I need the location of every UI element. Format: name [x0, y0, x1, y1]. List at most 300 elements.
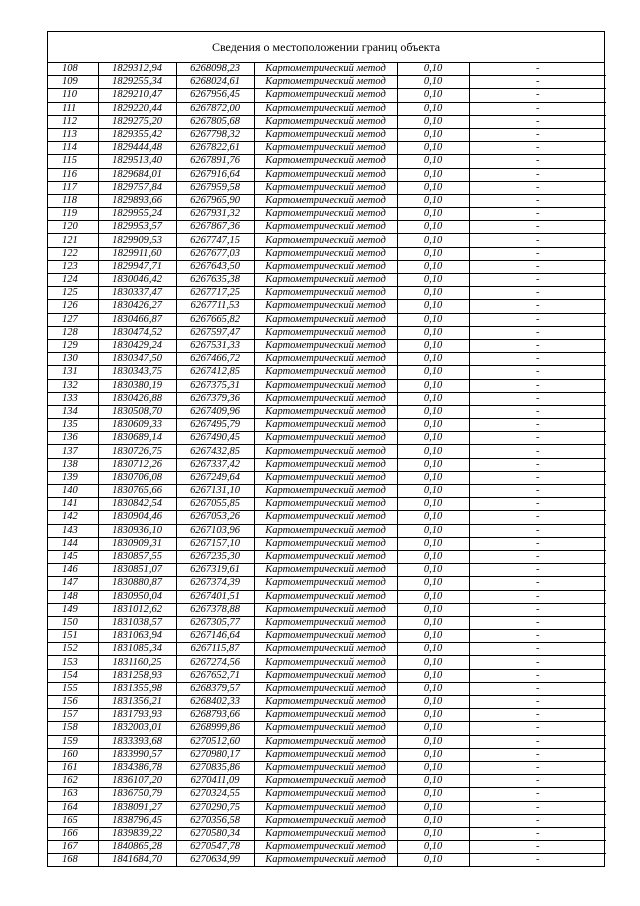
point-number-cell: 168 [48, 854, 98, 867]
point-number-cell: 161 [48, 761, 98, 774]
x-coordinate-cell: 1829757,84 [98, 181, 176, 194]
table-row [48, 814, 606, 827]
accuracy-cell: 0,10 [397, 379, 469, 392]
x-coordinate-cell: 1834386,78 [98, 761, 176, 774]
method-cell: Картометрический метод [254, 115, 397, 128]
method-cell: Картометрический метод [254, 669, 397, 682]
x-coordinate-cell: 1830950,04 [98, 590, 176, 603]
point-number-cell: 152 [48, 643, 98, 656]
note-cell: - [469, 577, 606, 590]
x-coordinate-cell: 1841684,70 [98, 854, 176, 867]
note-cell: - [469, 775, 606, 788]
y-coordinate-cell: 6270547,78 [176, 841, 254, 854]
y-coordinate-cell: 6267643,50 [176, 260, 254, 273]
x-coordinate-cell: 1830904,46 [98, 511, 176, 524]
y-coordinate-cell: 6267115,87 [176, 643, 254, 656]
note-cell: - [469, 168, 606, 181]
note-cell: - [469, 63, 606, 76]
method-cell: Картометрический метод [254, 603, 397, 616]
table-row [48, 432, 606, 445]
table-row [48, 366, 606, 379]
note-cell: - [469, 537, 606, 550]
note-cell: - [469, 854, 606, 867]
method-cell: Картометрический метод [254, 142, 397, 155]
point-number-cell: 160 [48, 748, 98, 761]
y-coordinate-cell: 6267375,31 [176, 379, 254, 392]
x-coordinate-cell: 1830689,14 [98, 432, 176, 445]
point-number-cell: 131 [48, 366, 98, 379]
note-cell: - [469, 709, 606, 722]
accuracy-cell: 0,10 [397, 445, 469, 458]
note-cell: - [469, 234, 606, 247]
accuracy-cell: 0,10 [397, 63, 469, 76]
note-cell: - [469, 471, 606, 484]
y-coordinate-cell: 6267867,36 [176, 221, 254, 234]
accuracy-cell: 0,10 [397, 142, 469, 155]
note-cell: - [469, 761, 606, 774]
x-coordinate-cell: 1830426,27 [98, 300, 176, 313]
note-cell: - [469, 115, 606, 128]
y-coordinate-cell: 6268999,86 [176, 722, 254, 735]
table-row [48, 616, 606, 629]
method-cell: Картометрический метод [254, 564, 397, 577]
point-number-cell: 113 [48, 128, 98, 141]
y-coordinate-cell: 6267798,32 [176, 128, 254, 141]
accuracy-cell: 0,10 [397, 102, 469, 115]
coordinates-table-body [48, 63, 606, 866]
accuracy-cell: 0,10 [397, 801, 469, 814]
method-cell: Картометрический метод [254, 366, 397, 379]
y-coordinate-cell: 6267055,85 [176, 498, 254, 511]
y-coordinate-cell: 6267717,25 [176, 287, 254, 300]
y-coordinate-cell: 6267305,77 [176, 616, 254, 629]
point-number-cell: 140 [48, 485, 98, 498]
table-row [48, 247, 606, 260]
note-cell: - [469, 550, 606, 563]
table-row [48, 221, 606, 234]
point-number-cell: 149 [48, 603, 98, 616]
method-cell: Картометрический метод [254, 682, 397, 695]
y-coordinate-cell: 6267959,58 [176, 181, 254, 194]
table-row [48, 445, 606, 458]
x-coordinate-cell: 1830880,87 [98, 577, 176, 590]
accuracy-cell: 0,10 [397, 234, 469, 247]
method-cell: Картометрический метод [254, 841, 397, 854]
method-cell: Картометрический метод [254, 643, 397, 656]
x-coordinate-cell: 1833990,57 [98, 748, 176, 761]
y-coordinate-cell: 6267235,30 [176, 550, 254, 563]
note-cell: - [469, 155, 606, 168]
method-cell: Картометрический метод [254, 128, 397, 141]
y-coordinate-cell: 6267466,72 [176, 353, 254, 366]
method-cell: Картометрический метод [254, 445, 397, 458]
accuracy-cell: 0,10 [397, 353, 469, 366]
table-row [48, 115, 606, 128]
x-coordinate-cell: 1829513,40 [98, 155, 176, 168]
point-number-cell: 144 [48, 537, 98, 550]
table-title: Сведения о местоположении границ объекта [48, 32, 604, 63]
method-cell: Картометрический метод [254, 511, 397, 524]
method-cell: Картометрический метод [254, 722, 397, 735]
point-number-cell: 143 [48, 524, 98, 537]
x-coordinate-cell: 1831793,93 [98, 709, 176, 722]
point-number-cell: 156 [48, 696, 98, 709]
x-coordinate-cell: 1829953,57 [98, 221, 176, 234]
method-cell: Картометрический метод [254, 63, 397, 76]
point-number-cell: 134 [48, 405, 98, 418]
y-coordinate-cell: 6267805,68 [176, 115, 254, 128]
accuracy-cell: 0,10 [397, 287, 469, 300]
point-number-cell: 147 [48, 577, 98, 590]
x-coordinate-cell: 1830474,52 [98, 326, 176, 339]
method-cell: Картометрический метод [254, 326, 397, 339]
table-row [48, 722, 606, 735]
x-coordinate-cell: 1830851,07 [98, 564, 176, 577]
point-number-cell: 115 [48, 155, 98, 168]
accuracy-cell: 0,10 [397, 221, 469, 234]
table-row [48, 300, 606, 313]
x-coordinate-cell: 1836107,20 [98, 775, 176, 788]
note-cell: - [469, 339, 606, 352]
x-coordinate-cell: 1829684,01 [98, 168, 176, 181]
method-cell: Картометрический метод [254, 339, 397, 352]
note-cell: - [469, 564, 606, 577]
y-coordinate-cell: 6268793,66 [176, 709, 254, 722]
table-row [48, 854, 606, 867]
note-cell: - [469, 656, 606, 669]
y-coordinate-cell: 6270512,60 [176, 735, 254, 748]
method-cell: Картометрический метод [254, 656, 397, 669]
x-coordinate-cell: 1830712,26 [98, 458, 176, 471]
point-number-cell: 150 [48, 616, 98, 629]
y-coordinate-cell: 6267053,26 [176, 511, 254, 524]
table-row [48, 419, 606, 432]
y-coordinate-cell: 6267665,82 [176, 313, 254, 326]
table-row [48, 326, 606, 339]
table-row [48, 485, 606, 498]
method-cell: Картометрический метод [254, 353, 397, 366]
point-number-cell: 118 [48, 194, 98, 207]
y-coordinate-cell: 6267412,85 [176, 366, 254, 379]
accuracy-cell: 0,10 [397, 564, 469, 577]
method-cell: Картометрический метод [254, 577, 397, 590]
accuracy-cell: 0,10 [397, 300, 469, 313]
note-cell: - [469, 814, 606, 827]
boundary-table-sheet [47, 31, 605, 867]
table-row [48, 260, 606, 273]
accuracy-cell: 0,10 [397, 775, 469, 788]
y-coordinate-cell: 6267249,64 [176, 471, 254, 484]
x-coordinate-cell: 1829947,71 [98, 260, 176, 273]
note-cell: - [469, 392, 606, 405]
x-coordinate-cell: 1830380,19 [98, 379, 176, 392]
x-coordinate-cell: 1831085,34 [98, 643, 176, 656]
y-coordinate-cell: 6268402,33 [176, 696, 254, 709]
note-cell: - [469, 221, 606, 234]
point-number-cell: 111 [48, 102, 98, 115]
y-coordinate-cell: 6267379,36 [176, 392, 254, 405]
point-number-cell: 128 [48, 326, 98, 339]
note-cell: - [469, 696, 606, 709]
table-row [48, 63, 606, 76]
table-row [48, 630, 606, 643]
point-number-cell: 120 [48, 221, 98, 234]
method-cell: Картометрический метод [254, 827, 397, 840]
x-coordinate-cell: 1829312,94 [98, 63, 176, 76]
accuracy-cell: 0,10 [397, 590, 469, 603]
x-coordinate-cell: 1830936,10 [98, 524, 176, 537]
y-coordinate-cell: 6270835,86 [176, 761, 254, 774]
accuracy-cell: 0,10 [397, 603, 469, 616]
note-cell: - [469, 616, 606, 629]
table-row [48, 208, 606, 221]
x-coordinate-cell: 1830609,33 [98, 419, 176, 432]
x-coordinate-cell: 1840865,28 [98, 841, 176, 854]
accuracy-cell: 0,10 [397, 709, 469, 722]
x-coordinate-cell: 1833393,68 [98, 735, 176, 748]
accuracy-cell: 0,10 [397, 788, 469, 801]
table-row [48, 537, 606, 550]
method-cell: Картометрический метод [254, 194, 397, 207]
y-coordinate-cell: 6267374,39 [176, 577, 254, 590]
point-number-cell: 153 [48, 656, 98, 669]
accuracy-cell: 0,10 [397, 168, 469, 181]
point-number-cell: 119 [48, 208, 98, 221]
y-coordinate-cell: 6267965,90 [176, 194, 254, 207]
note-cell: - [469, 326, 606, 339]
point-number-cell: 158 [48, 722, 98, 735]
x-coordinate-cell: 1830429,24 [98, 339, 176, 352]
y-coordinate-cell: 6267956,45 [176, 89, 254, 102]
x-coordinate-cell: 1836750,79 [98, 788, 176, 801]
y-coordinate-cell: 6267378,88 [176, 603, 254, 616]
method-cell: Картометрический метод [254, 419, 397, 432]
point-number-cell: 138 [48, 458, 98, 471]
point-number-cell: 137 [48, 445, 98, 458]
method-cell: Картометрический метод [254, 300, 397, 313]
table-row [48, 524, 606, 537]
point-number-cell: 129 [48, 339, 98, 352]
point-number-cell: 108 [48, 63, 98, 76]
y-coordinate-cell: 6267931,32 [176, 208, 254, 221]
method-cell: Картометрический метод [254, 392, 397, 405]
point-number-cell: 116 [48, 168, 98, 181]
point-number-cell: 162 [48, 775, 98, 788]
y-coordinate-cell: 6267337,42 [176, 458, 254, 471]
point-number-cell: 157 [48, 709, 98, 722]
point-number-cell: 142 [48, 511, 98, 524]
method-cell: Картометрический метод [254, 208, 397, 221]
y-coordinate-cell: 6267711,53 [176, 300, 254, 313]
accuracy-cell: 0,10 [397, 498, 469, 511]
table-row [48, 643, 606, 656]
accuracy-cell: 0,10 [397, 748, 469, 761]
method-cell: Картометрический метод [254, 76, 397, 89]
accuracy-cell: 0,10 [397, 550, 469, 563]
method-cell: Картометрический метод [254, 260, 397, 273]
accuracy-cell: 0,10 [397, 208, 469, 221]
note-cell: - [469, 353, 606, 366]
y-coordinate-cell: 6268098,23 [176, 63, 254, 76]
method-cell: Картометрический метод [254, 155, 397, 168]
note-cell: - [469, 366, 606, 379]
y-coordinate-cell: 6267822,61 [176, 142, 254, 155]
x-coordinate-cell: 1831258,93 [98, 669, 176, 682]
table-row [48, 775, 606, 788]
point-number-cell: 145 [48, 550, 98, 563]
x-coordinate-cell: 1838796,45 [98, 814, 176, 827]
note-cell: - [469, 841, 606, 854]
y-coordinate-cell: 6270580,34 [176, 827, 254, 840]
point-number-cell: 151 [48, 630, 98, 643]
y-coordinate-cell: 6267319,61 [176, 564, 254, 577]
method-cell: Картометрический метод [254, 485, 397, 498]
y-coordinate-cell: 6268024,61 [176, 76, 254, 89]
x-coordinate-cell: 1838091,27 [98, 801, 176, 814]
accuracy-cell: 0,10 [397, 524, 469, 537]
point-number-cell: 135 [48, 419, 98, 432]
x-coordinate-cell: 1832003,01 [98, 722, 176, 735]
x-coordinate-cell: 1830842,54 [98, 498, 176, 511]
note-cell: - [469, 379, 606, 392]
point-number-cell: 141 [48, 498, 98, 511]
table-row [48, 287, 606, 300]
note-cell: - [469, 458, 606, 471]
table-row [48, 313, 606, 326]
method-cell: Картометрический метод [254, 405, 397, 418]
point-number-cell: 167 [48, 841, 98, 854]
y-coordinate-cell: 6270980,17 [176, 748, 254, 761]
note-cell: - [469, 603, 606, 616]
point-number-cell: 117 [48, 181, 98, 194]
note-cell: - [469, 247, 606, 260]
accuracy-cell: 0,10 [397, 471, 469, 484]
table-row [48, 656, 606, 669]
note-cell: - [469, 445, 606, 458]
note-cell: - [469, 419, 606, 432]
x-coordinate-cell: 1829220,44 [98, 102, 176, 115]
method-cell: Картометрический метод [254, 247, 397, 260]
y-coordinate-cell: 6270356,58 [176, 814, 254, 827]
accuracy-cell: 0,10 [397, 682, 469, 695]
note-cell: - [469, 682, 606, 695]
table-row [48, 841, 606, 854]
table-row [48, 194, 606, 207]
accuracy-cell: 0,10 [397, 458, 469, 471]
accuracy-cell: 0,10 [397, 326, 469, 339]
note-cell: - [469, 485, 606, 498]
accuracy-cell: 0,10 [397, 643, 469, 656]
accuracy-cell: 0,10 [397, 761, 469, 774]
accuracy-cell: 0,10 [397, 722, 469, 735]
method-cell: Картометрический метод [254, 550, 397, 563]
x-coordinate-cell: 1829955,24 [98, 208, 176, 221]
table-row [48, 709, 606, 722]
y-coordinate-cell: 6270634,99 [176, 854, 254, 867]
accuracy-cell: 0,10 [397, 392, 469, 405]
table-row [48, 128, 606, 141]
accuracy-cell: 0,10 [397, 616, 469, 629]
accuracy-cell: 0,10 [397, 247, 469, 260]
method-cell: Картометрический метод [254, 616, 397, 629]
table-row [48, 603, 606, 616]
note-cell: - [469, 89, 606, 102]
accuracy-cell: 0,10 [397, 577, 469, 590]
table-row [48, 696, 606, 709]
point-number-cell: 154 [48, 669, 98, 682]
point-number-cell: 112 [48, 115, 98, 128]
method-cell: Картометрический метод [254, 274, 397, 287]
table-row [48, 102, 606, 115]
table-row [48, 511, 606, 524]
note-cell: - [469, 432, 606, 445]
method-cell: Картометрический метод [254, 379, 397, 392]
x-coordinate-cell: 1829909,53 [98, 234, 176, 247]
accuracy-cell: 0,10 [397, 854, 469, 867]
note-cell: - [469, 274, 606, 287]
table-row [48, 89, 606, 102]
method-cell: Картометрический метод [254, 814, 397, 827]
accuracy-cell: 0,10 [397, 181, 469, 194]
table-row [48, 590, 606, 603]
x-coordinate-cell: 1830726,75 [98, 445, 176, 458]
point-number-cell: 125 [48, 287, 98, 300]
method-cell: Картометрический метод [254, 709, 397, 722]
y-coordinate-cell: 6268379,57 [176, 682, 254, 695]
accuracy-cell: 0,10 [397, 696, 469, 709]
table-row [48, 735, 606, 748]
accuracy-cell: 0,10 [397, 814, 469, 827]
table-row [48, 353, 606, 366]
table-row [48, 339, 606, 352]
x-coordinate-cell: 1830706,08 [98, 471, 176, 484]
x-coordinate-cell: 1829355,42 [98, 128, 176, 141]
method-cell: Картометрический метод [254, 775, 397, 788]
y-coordinate-cell: 6267131,10 [176, 485, 254, 498]
table-row [48, 76, 606, 89]
point-number-cell: 132 [48, 379, 98, 392]
point-number-cell: 130 [48, 353, 98, 366]
note-cell: - [469, 788, 606, 801]
y-coordinate-cell: 6267409,96 [176, 405, 254, 418]
coordinates-table [48, 63, 606, 866]
x-coordinate-cell: 1829210,47 [98, 89, 176, 102]
table-row [48, 682, 606, 695]
table-row [48, 142, 606, 155]
x-coordinate-cell: 1829444,48 [98, 142, 176, 155]
point-number-cell: 164 [48, 801, 98, 814]
note-cell: - [469, 287, 606, 300]
table-row [48, 788, 606, 801]
method-cell: Картометрический метод [254, 181, 397, 194]
accuracy-cell: 0,10 [397, 630, 469, 643]
note-cell: - [469, 260, 606, 273]
method-cell: Картометрический метод [254, 524, 397, 537]
table-row [48, 748, 606, 761]
note-cell: - [469, 102, 606, 115]
table-row [48, 155, 606, 168]
x-coordinate-cell: 1830466,87 [98, 313, 176, 326]
accuracy-cell: 0,10 [397, 841, 469, 854]
x-coordinate-cell: 1831063,94 [98, 630, 176, 643]
accuracy-cell: 0,10 [397, 405, 469, 418]
method-cell: Картометрический метод [254, 287, 397, 300]
accuracy-cell: 0,10 [397, 669, 469, 682]
method-cell: Картометрический метод [254, 761, 397, 774]
note-cell: - [469, 735, 606, 748]
x-coordinate-cell: 1831012,62 [98, 603, 176, 616]
point-number-cell: 165 [48, 814, 98, 827]
